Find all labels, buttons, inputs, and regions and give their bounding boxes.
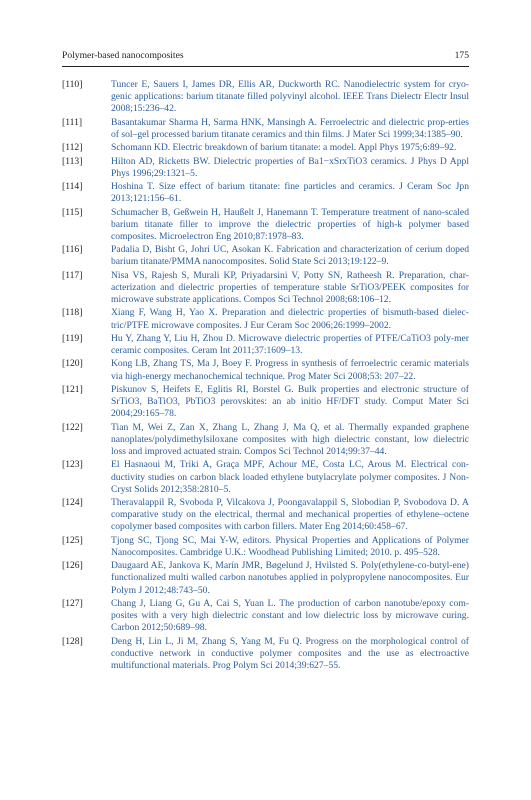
reference-link[interactable]: Tuncer E, Sauers I, James DR, Ellis AR, Duckworth RC. Nanodielectric system for cryo-genic applications: barium titanate filled polyvinyl alcohol. IEEE Trans Dielectr Electr Insul 2008;15:236–42.	[111, 79, 469, 115]
reference-item	[62, 307, 469, 331]
reference-link[interactable]: Schomann KD. Electric breakdown of barium titanate: a model. Appl Phys 1975;6:89–92.	[111, 142, 457, 154]
reference-link[interactable]: Schumacher B, Geßwein H, Haußelt J, Hanemann T. Temperature treatment of nano-scaled barium titanate filler to improve the dielectric properties of high-k polymer based composites. Microelectron Eng 2010;87:1978–83.	[111, 206, 469, 242]
reference-number: [122]	[62, 421, 83, 433]
reference-link[interactable]: Tjong SC, Tjong SC, Mai Y-W, editors. Physical Properties and Applications of Polymer Nanocomposites. Cambridge U.K.: Woodhead Publishing Limited; 2010. p. 495–528.	[111, 534, 469, 558]
reference-number: [128]	[62, 635, 83, 647]
reference-item	[62, 560, 469, 597]
running-head	[62, 50, 469, 62]
reference-number: [123]	[62, 459, 83, 471]
reference-number: [119]	[62, 332, 83, 344]
reference-number: [125]	[62, 534, 83, 546]
reference-item	[62, 270, 469, 307]
reference-number: [113]	[62, 155, 83, 167]
reference-link[interactable]: Kong LB, Zhang TS, Ma J, Boey F. Progress in synthesis of ferroelectric ceramic materials via high-energy mechanochemical technique. Prog Mater Sci 2008;53: 207–22.	[111, 358, 469, 382]
reference-link[interactable]: Tian M, Wei Z, Zan X, Zhang L, Zhang J, Ma Q, et al. Thermally expanded graphene nanoplates/polydimethylsiloxane composites with high dielectric constant, low dielectric loss and improved actuated strain. Compos Sci Technol 2014;99:37–44.	[111, 421, 469, 458]
reference-item	[62, 497, 469, 534]
reference-link[interactable]: Chang J, Liang G, Gu A, Cai S, Yuan L. The production of carbon nanotube/epoxy com-posites with a very high dielectric constant and low dielectric loss by microwave curing. Carbon 2012;50:689–98.	[111, 597, 469, 634]
reference-number: [115]	[62, 206, 83, 218]
reference-link[interactable]: Daugaard AE, Jankova K, Marín JMR, Bøgelund J, Hvilsted S. Poly(ethylene-co-butyl-ene) functionalized multi walled carbon nanotubes applied in polypropylene nanocomposites. Eur Polym J 2012;48:743–50.	[111, 560, 469, 596]
reference-number: [118]	[62, 307, 83, 319]
reference-number: [121]	[62, 383, 83, 395]
reference-link[interactable]: Hoshina T. Size effect of barium titanate: fine particles and ceramics. J Ceram Soc Jpn 2013;121:156–61.	[111, 181, 469, 205]
reference-number: [112]	[62, 142, 83, 154]
reference-number: [124]	[62, 497, 83, 509]
reference-item	[62, 598, 469, 635]
reference-item	[62, 535, 469, 559]
reference-item	[62, 117, 469, 141]
reference-number: [120]	[62, 358, 83, 370]
reference-number: [126]	[62, 560, 83, 572]
reference-item	[62, 358, 469, 382]
reference-link[interactable]: El Hasnaoui M, Triki A, Graça MPF, Achour ME, Costa LC, Arous M. Electrical con-ductivity studies on carbon black loaded ethylene butylacrylate polymer composites. J Non-Cryst Solids 2012;358:2810–5.	[111, 459, 469, 495]
reference-item	[62, 207, 469, 244]
reference-number: [116]	[62, 244, 83, 256]
reference-link[interactable]: Hilton AD, Ricketts BW. Dielectric properties of Ba1−xSrxTiO3 ceramics. J Phys D Appl Phys 1996;29:1321–5.	[111, 155, 469, 179]
reference-link[interactable]: Xiang F, Wang H, Yao X. Preparation and dielectric properties of bismuth-based dielec-tric/PTFE microwave composites. J Eur Ceram Soc 2006;26:1999–2002.	[111, 307, 469, 331]
reference-item	[62, 384, 469, 421]
reference-link[interactable]: Nisa VS, Rajesh S, Murali KP, Priyadarsini V, Potty SN, Ratheesh R. Preparation, char-acterization and dielectric properties of temperature stable SrTiO3/PEEK composites for microwave substrate applications. Compos Sci Technol 2008;68:106–12.	[111, 269, 469, 306]
reference-item	[62, 333, 469, 357]
header-rule	[62, 66, 469, 67]
reference-list	[62, 79, 469, 673]
reference-item	[62, 142, 469, 154]
reference-number: [111]	[62, 116, 83, 128]
reference-link[interactable]: Piskunov S, Heifets E, Eglitis RI, Borstel G. Bulk properties and electronic structure of SrTiO3, BaTiO3, PbTiO3 perovskites: an ab initio HF/DFT study. Comput Mater Sci 2004;29:165–78.	[111, 383, 469, 420]
reference-link[interactable]: Deng H, Lin L, Ji M, Zhang S, Yang M, Fu Q. Progress on the morphological control of conductive network in conductive polymer composites and the use as electroactive multifunctional materials. Prog Polym Sci 2014;39:627–55.	[111, 635, 469, 672]
page-number: 175	[454, 50, 469, 61]
running-head-title: Polymer-based nanocomposites	[62, 50, 184, 61]
reference-number: [117]	[62, 269, 83, 281]
reference-item	[62, 156, 469, 180]
reference-item	[62, 181, 469, 205]
reference-link[interactable]: Padalia D, Bisht G, Johri UC, Asokan K. Fabrication and characterization of cerium doped barium titanate/PMMA nanocomposites. Solid State Sci 2013;19:122–9.	[111, 244, 469, 268]
reference-item	[62, 636, 469, 673]
reference-link[interactable]: Basantakumar Sharma H, Sarma HNK, Mansingh A. Ferroelectric and dielectric prop-erties of sol–gel processed barium titanate ceramics and thin films. J Mater Sci 1999;34:1385–90.	[111, 116, 469, 140]
reference-link[interactable]: Hu Y, Zhang Y, Liu H, Zhou D. Microwave dielectric properties of PTFE/CaTiO3 poly-mer ceramic composites. Ceram Int 2011;37:1609–13.	[111, 332, 469, 357]
reference-item	[62, 422, 469, 459]
reference-number: [114]	[62, 181, 83, 192]
reference-item	[62, 459, 469, 496]
reference-number: [127]	[62, 597, 83, 609]
reference-link[interactable]: Theravalappil R, Svoboda P, Vilcakova J, Poongavalappil S, Slobodian P, Svobodova D. A comparative study on the electrical, thermal and mechanical properties of ethylene–octene copolymer based composites with carbon fillers. Mater Eng 2014;60:458–67.	[111, 497, 469, 533]
reference-item	[62, 79, 469, 116]
reference-item	[62, 244, 469, 268]
reference-number: [110]	[62, 79, 83, 90]
